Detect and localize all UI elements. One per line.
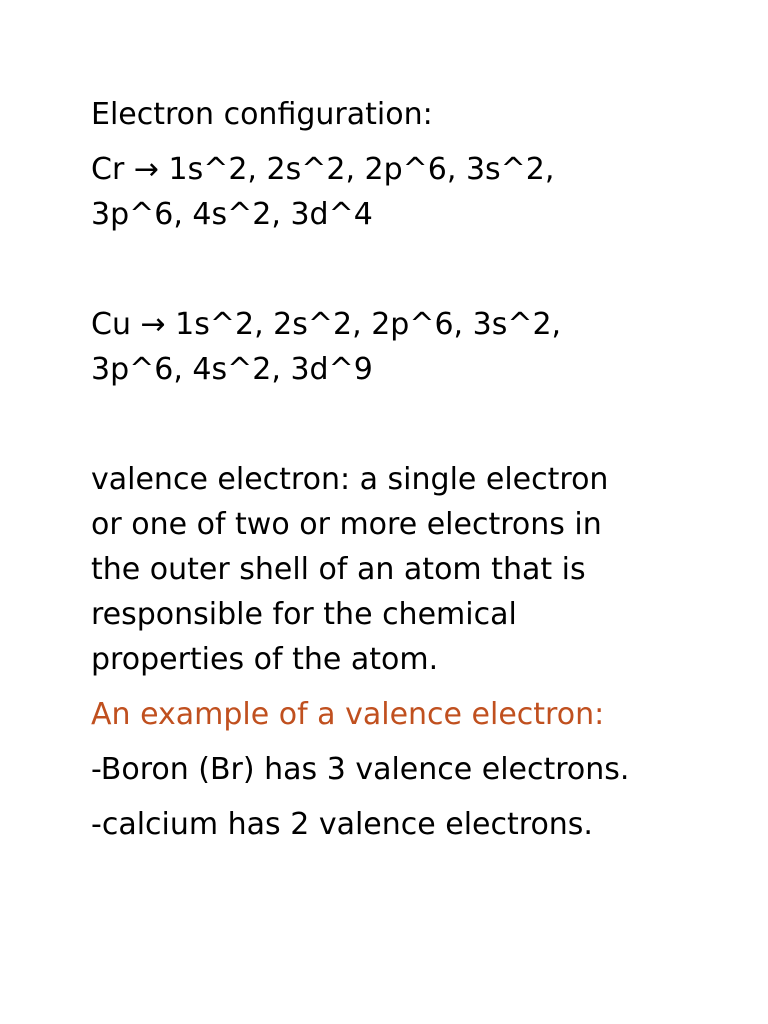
document-page [91, 92, 691, 847]
spacer [91, 792, 691, 802]
example-heading: An example of a valence electron: [91, 697, 605, 732]
spacer [91, 137, 691, 147]
copper-configuration: Cu → 1s^2, 2s^2, 2p^6, 3s^2, 3p^6, 4s^2, 3d^9 [91, 307, 562, 387]
heading-electron-configuration: Electron configuration: [91, 97, 433, 132]
spacer [91, 737, 691, 747]
chromium-configuration: Cr → 1s^2, 2s^2, 2p^6, 3s^2, 3p^6, 4s^2, 3d^4 [91, 152, 555, 232]
spacer [91, 237, 691, 302]
example-boron: -Boron (Br) has 3 valence electrons. [91, 752, 630, 787]
spacer [91, 682, 691, 692]
valence-electron-definition: valence electron: a single electron or one of two or more electrons in the outer shell of an atom that is responsible for the chemical properties of the atom. [91, 462, 609, 677]
example-calcium: -calcium has 2 valence electrons. [91, 807, 593, 842]
spacer [91, 392, 691, 457]
